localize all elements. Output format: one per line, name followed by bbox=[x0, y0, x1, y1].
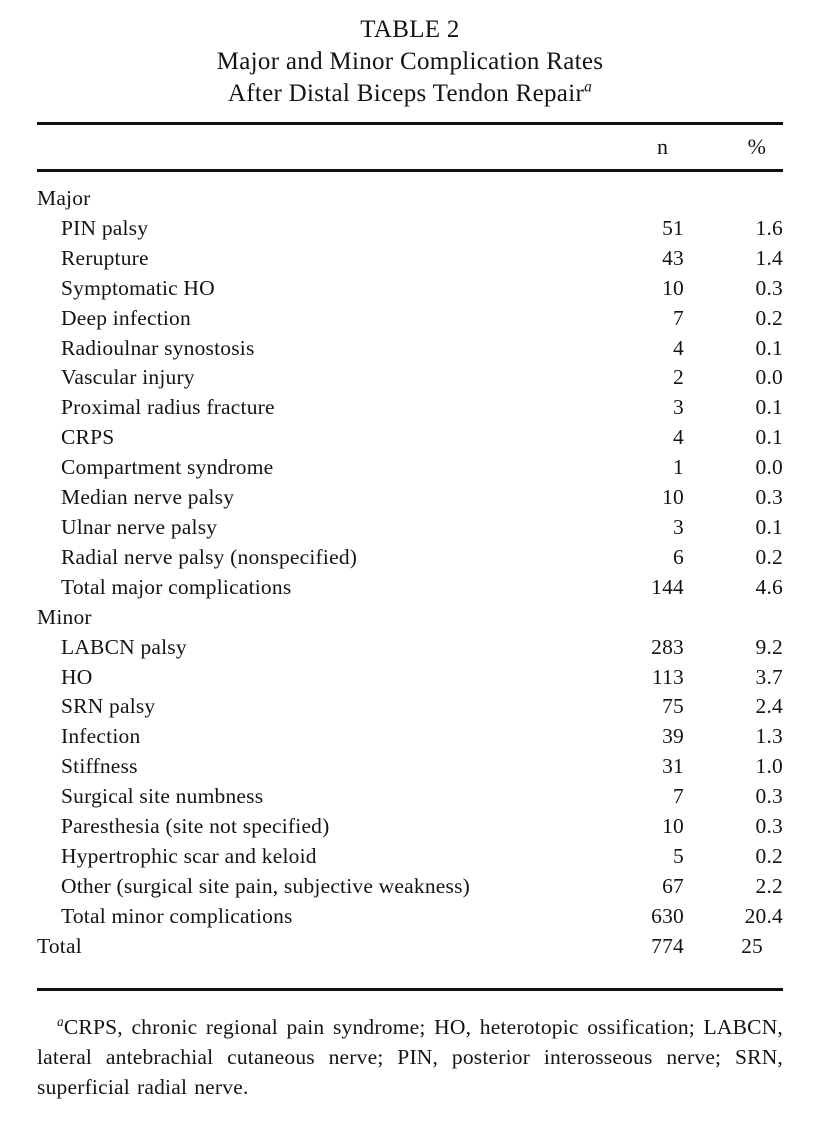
percent-value: 0.1 bbox=[755, 335, 783, 360]
table-row bbox=[37, 752, 783, 782]
table-row bbox=[37, 334, 783, 364]
table-row bbox=[37, 872, 783, 902]
complication-label: Other (surgical site pain, subjective weakness) bbox=[61, 873, 471, 898]
percent-value: 0.2 bbox=[755, 843, 783, 868]
table-row bbox=[37, 782, 783, 812]
percent-value: 25 bbox=[741, 933, 763, 958]
table-row bbox=[37, 663, 783, 693]
complication-label: Total major complications bbox=[61, 574, 292, 599]
table-row bbox=[37, 603, 783, 633]
percent-value: 0.3 bbox=[755, 485, 783, 510]
complication-label: Compartment syndrome bbox=[61, 455, 274, 480]
percent-value: 0.3 bbox=[755, 275, 783, 300]
complication-label: Median nerve palsy bbox=[61, 485, 235, 510]
complication-label: Major bbox=[37, 186, 91, 210]
table-caption-text: After Distal Biceps Tendon Repair bbox=[227, 80, 585, 107]
percent-value: 1.0 bbox=[755, 754, 783, 779]
column-header-percent: % bbox=[747, 134, 766, 159]
table-row bbox=[37, 483, 783, 513]
n-value: 75 bbox=[662, 694, 684, 719]
n-value: 283 bbox=[651, 634, 684, 659]
percent-value: 0.2 bbox=[755, 305, 783, 330]
table-caption-line2 bbox=[37, 78, 783, 110]
table-row bbox=[37, 513, 783, 543]
complication-label: Radioulnar synostosis bbox=[61, 335, 255, 360]
table-row bbox=[37, 244, 783, 274]
table-row bbox=[37, 812, 783, 842]
percent-value: 0.1 bbox=[755, 395, 783, 420]
table-row bbox=[37, 692, 783, 722]
table-row bbox=[37, 423, 783, 453]
table-row bbox=[37, 902, 783, 932]
n-value: 10 bbox=[662, 275, 684, 300]
complication-label: Ulnar nerve palsy bbox=[61, 514, 218, 539]
table-row bbox=[37, 214, 783, 244]
header-spacer bbox=[37, 135, 600, 159]
n-value: 630 bbox=[651, 903, 684, 928]
table-row bbox=[37, 184, 783, 214]
table-row bbox=[37, 363, 783, 393]
table-row bbox=[37, 453, 783, 483]
table-row bbox=[37, 393, 783, 423]
n-value: 4 bbox=[673, 425, 684, 450]
table-row bbox=[37, 304, 783, 334]
percent-value: 9.2 bbox=[755, 634, 783, 659]
table-number: TABLE 2 bbox=[360, 16, 460, 43]
table-row bbox=[37, 633, 783, 663]
complication-label: Paresthesia (site not specified) bbox=[61, 814, 330, 839]
complication-label: CRPS bbox=[61, 425, 115, 450]
table-title-block bbox=[37, 14, 783, 110]
footnote-text: CRPS, chronic regional pain syndrome; HO, heterotopic ossification; LABCN, lateral antebrachial cutaneous nerve; PIN, posterior interosseous nerve; SRN, superficial radial nerve. bbox=[37, 1014, 783, 1099]
n-value: 1 bbox=[673, 455, 684, 480]
percent-value: 0.2 bbox=[755, 544, 783, 569]
complication-label: Hypertrophic scar and keloid bbox=[61, 843, 317, 868]
complication-label: Total bbox=[37, 933, 82, 958]
complication-label: Stiffness bbox=[61, 754, 138, 779]
complication-label: PIN palsy bbox=[61, 215, 149, 240]
complication-label: Radial nerve palsy (nonspecified) bbox=[61, 544, 358, 569]
complication-label: HO bbox=[61, 664, 93, 689]
n-value: 5 bbox=[673, 843, 684, 868]
complication-label: Surgical site numbness bbox=[61, 784, 264, 809]
percent-value: 0.1 bbox=[755, 425, 783, 450]
table-footnote bbox=[37, 1012, 783, 1102]
complication-label: Vascular injury bbox=[61, 365, 195, 390]
n-value: 2 bbox=[673, 365, 684, 390]
percent-value: 1.3 bbox=[755, 724, 783, 749]
footnote-marker: a bbox=[57, 1013, 64, 1029]
n-value: 7 bbox=[673, 305, 684, 330]
table-body bbox=[37, 172, 783, 988]
n-value bbox=[600, 603, 684, 633]
percent-value: 0.0 bbox=[755, 365, 783, 390]
n-value: 67 bbox=[662, 873, 684, 898]
table-row bbox=[37, 842, 783, 872]
n-value bbox=[600, 184, 684, 214]
n-value: 10 bbox=[662, 485, 684, 510]
column-header-n: n bbox=[657, 134, 668, 159]
table-row bbox=[37, 543, 783, 573]
percent-value: 20.4 bbox=[744, 903, 783, 928]
percent-value: 1.4 bbox=[755, 245, 783, 270]
complication-label: Symptomatic HO bbox=[61, 275, 215, 300]
n-value: 3 bbox=[673, 395, 684, 420]
table-row bbox=[37, 722, 783, 752]
complication-label: Minor bbox=[37, 604, 92, 629]
table-caption-line1: Major and Minor Complication Rates bbox=[216, 48, 604, 75]
n-value: 43 bbox=[662, 245, 684, 270]
percent-value: 1.6 bbox=[755, 215, 783, 240]
percent-value: 0.0 bbox=[755, 455, 783, 480]
percent-value: 3.7 bbox=[755, 664, 783, 689]
complication-label: Proximal radius fracture bbox=[61, 395, 275, 420]
n-value: 51 bbox=[662, 215, 684, 240]
percent-value: 0.3 bbox=[755, 784, 783, 809]
n-value: 7 bbox=[673, 784, 684, 809]
complication-label: SRN palsy bbox=[61, 694, 156, 719]
complications-table bbox=[37, 122, 783, 991]
percent-value: 0.3 bbox=[755, 814, 783, 839]
complication-label: LABCN palsy bbox=[61, 634, 187, 659]
table-row bbox=[37, 573, 783, 603]
table-header-row bbox=[37, 122, 783, 172]
n-value: 6 bbox=[673, 544, 684, 569]
table-figure bbox=[37, 14, 783, 1102]
n-value: 10 bbox=[662, 814, 684, 839]
n-value: 4 bbox=[673, 335, 684, 360]
n-value: 144 bbox=[651, 574, 684, 599]
percent-value bbox=[684, 184, 783, 214]
percent-value: 2.4 bbox=[755, 694, 783, 719]
percent-value: 4.6 bbox=[755, 574, 783, 599]
n-value: 31 bbox=[662, 754, 684, 779]
percent-value bbox=[684, 603, 783, 633]
complication-label: Deep infection bbox=[61, 305, 191, 330]
complication-label: Infection bbox=[61, 724, 141, 749]
complication-label: Rerupture bbox=[61, 245, 149, 270]
title-footnote-marker: a bbox=[584, 78, 593, 96]
percent-value: 2.2 bbox=[755, 873, 783, 898]
table-row bbox=[37, 932, 783, 962]
complication-label: Total minor complications bbox=[61, 903, 293, 928]
n-value: 3 bbox=[673, 514, 684, 539]
n-value: 113 bbox=[651, 664, 684, 689]
percent-value: 0.1 bbox=[755, 514, 783, 539]
n-value: 774 bbox=[651, 933, 684, 958]
table-row bbox=[37, 274, 783, 304]
n-value: 39 bbox=[662, 724, 684, 749]
